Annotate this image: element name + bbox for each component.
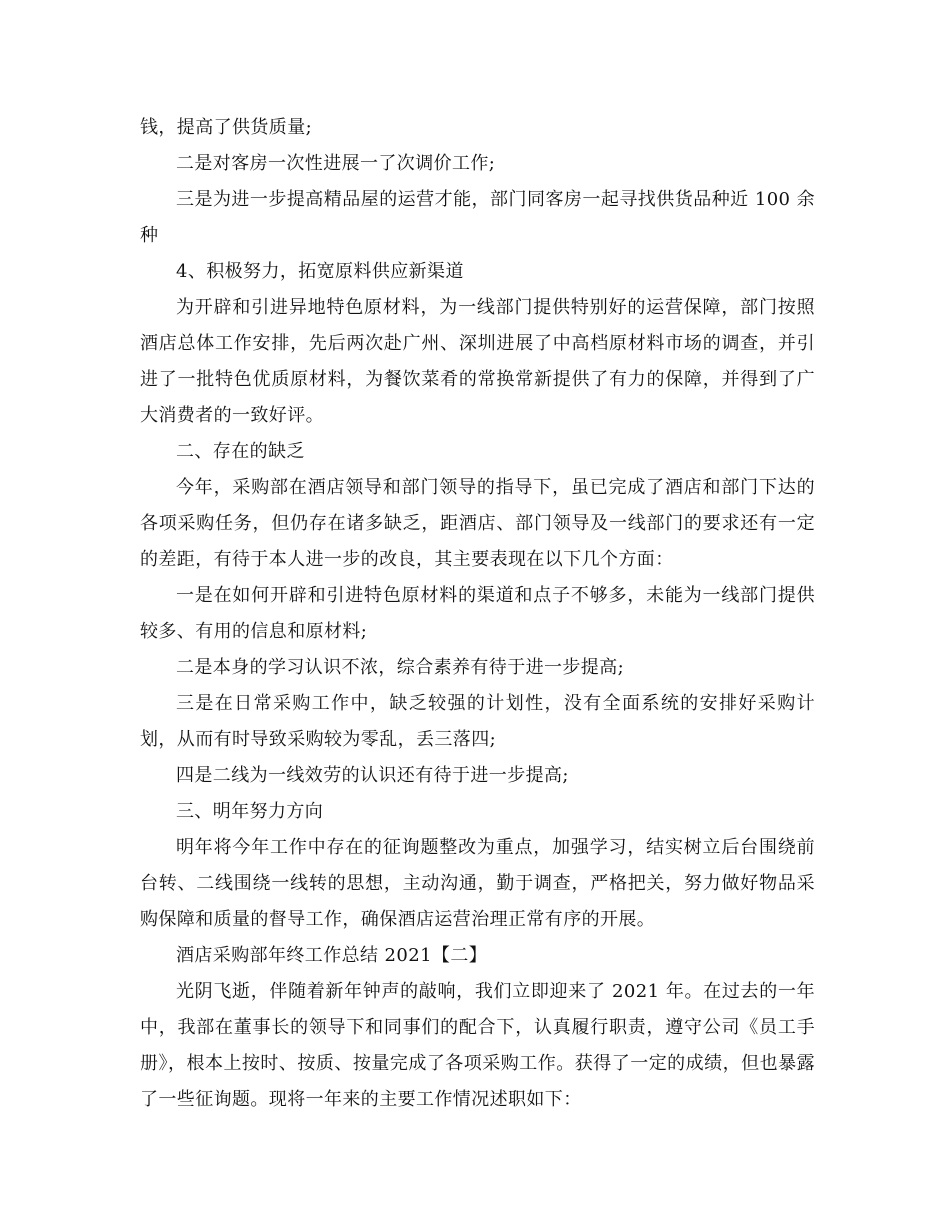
paragraph: 四是二线为一线效劳的认识还有待于进一步提高;: [176, 765, 569, 786]
section-heading: 二、存在的缺乏: [176, 441, 305, 462]
paragraph: 二是对客房一次性进展一了次调价工作;: [176, 153, 496, 174]
paragraph: 钱，提高了供货质量;: [140, 117, 313, 138]
paragraph: 二是本身的学习认识不浓，综合素养有待于进一步提高;: [176, 657, 625, 678]
paragraph: 明年将今年工作中存在的征询题整改为重点，加强学习，结实树立后台围绕前台转、二线围绕一线转的思想，主动沟通，勤于调查，严格把关，努力做好物品采购保障和质量的督导工作，确保酒店运营治理正常有序的开展。: [140, 837, 815, 930]
document-body: [140, 110, 815, 1118]
paragraph: 一是在如何开辟和引进特色原材料的渠道和点子不够多，未能为一线部门提供较多、有用的信息和原材料;: [140, 585, 815, 642]
paragraph: 光阴飞逝，伴随着新年钟声的敲响，我们立即迎来了 2021 年。在过去的一年中，我部在董事长的领导下和同事们的配合下，认真履行职责，遵守公司《员工手册》，根本上按时、按质、按量完成了各项采购工作。获得了一定的成绩，但也暴露了一些征询题。现将一年来的主要工作情况述职如下：: [140, 981, 815, 1110]
section-heading: 4、积极努力，拓宽原料供应新渠道: [176, 261, 464, 282]
paragraph: 今年，采购部在酒店领导和部门领导的指导下，虽已完成了酒店和部门下达的各项采购任务，但仍存在诸多缺乏，距酒店、部门领导及一线部门的要求还有一定的差距，有待于本人进一步的改良，其主要表现在以下几个方面：: [140, 477, 815, 570]
section-heading: 三、明年努力方向: [176, 801, 324, 822]
paragraph: 三是在日常采购工作中，缺乏较强的计划性，没有全面系统的安排好采购计划，从而有时导致采购较为零乱，丢三落四;: [140, 693, 815, 750]
paragraph: 三是为进一步提高精品屋的运营才能，部门同客房一起寻找供货品种近 100 余种: [140, 189, 815, 246]
paragraph: 为开辟和引进异地特色原材料，为一线部门提供特别好的运营保障，部门按照酒店总体工作安排，先后两次赴广州、深圳进展了中高档原材料市场的调查，并引进了一批特色优质原材料，为餐饮菜肴的常换常新提供了有力的保障，并得到了广大消费者的一致好评。: [140, 297, 815, 426]
document-subtitle: 酒店采购部年终工作总结 2021【二】: [176, 945, 488, 966]
